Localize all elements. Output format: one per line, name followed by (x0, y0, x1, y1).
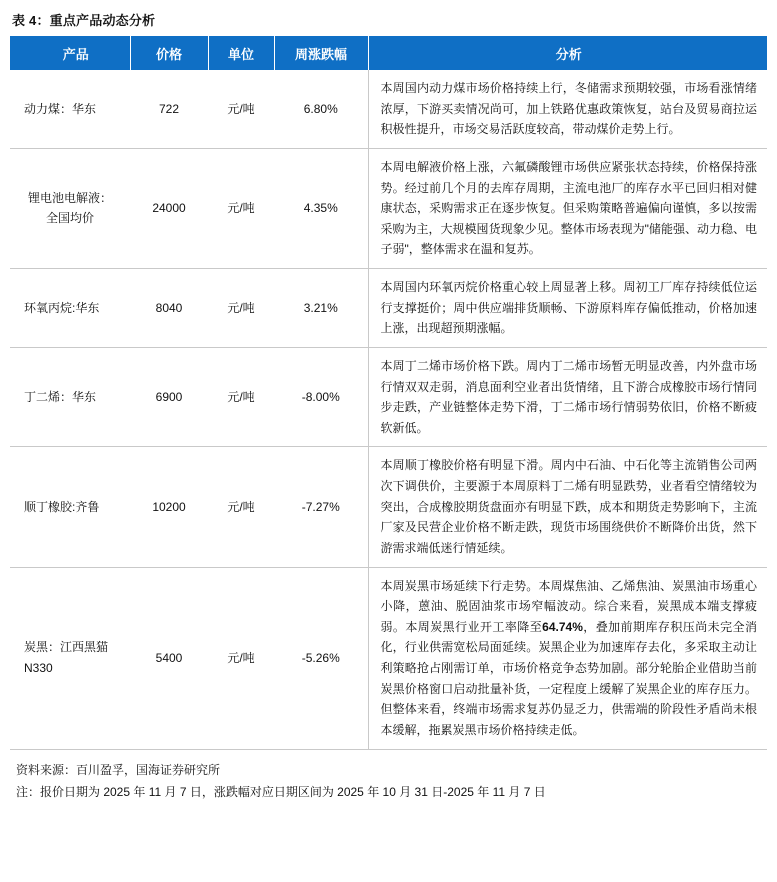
analysis-text: ，叠加前期库存积压尚未完全消化，行业供需宽松局面延续。炭黑企业为加速库存去化，多采取主动让利策略抢占刚需订单，市场价格竞争态势加剧。部分轮胎企业借助当前炭黑价格窗口启动批量补货，一定程度上缓解了炭黑企业的库存压力。但整体来看，终端市场需求复苏仍显乏力，供需端的阶段性矛盾尚未根本缓解，拖累炭黑市场价格持续走低。 (380, 619, 757, 737)
table-row (10, 347, 767, 447)
cell-product-line1: 炭黑：江西黑猫 (24, 640, 109, 655)
cell-unit: 元/吨 (208, 148, 274, 268)
table-row (10, 148, 767, 268)
table-body (10, 70, 767, 749)
cell-analysis: 本周丁二烯市场价格下跌。周内丁二烯市场暂无明显改善，内外盘市场行情双双走弱，消息面利空业者出货情绪，且下游合成橡胶市场行情同步走跌，产业链整体走势下滑，丁二烯市场行情弱势依旧，价格不断疲软新低。 (368, 347, 767, 447)
cell-analysis: 本周顺丁橡胶价格有明显下滑。周内中石油、中石化等主流销售公司两次下调供价，主要源于本周原料丁二烯有明显跌势，业者看空情绪较为突出，合成橡胶期货盘面亦有明显下跌，成本和期货走势影响下，主流厂家及民营企业价格不断走跌，现货市场围绕供价不断降价出货，然下游需求端低迷行情延续。 (368, 447, 767, 567)
column-header-price: 价格 (130, 36, 208, 70)
cell-product: 动力煤：华东 (10, 70, 130, 148)
cell-change: 6.80% (274, 70, 368, 148)
column-header-unit: 单位 (208, 36, 274, 70)
cell-change: 4.35% (274, 148, 368, 268)
table-row (10, 447, 767, 567)
cell-change: -5.26% (274, 567, 368, 749)
cell-change: -7.27% (274, 447, 368, 567)
cell-change: 3.21% (274, 269, 368, 348)
cell-product: 顺丁橡胶:齐鲁 (10, 447, 130, 567)
date-note: 注：报价日期为 2025 年 11 月 7 日，涨跌幅对应日期区间为 2025 年 10 月 31 日-2025 年 11 月 7 日 (16, 784, 546, 799)
cell-analysis: 本周电解液价格上涨，六氟磷酸锂市场供应紧张状态持续，价格保持涨势。经过前几个月的去库存周期，主流电池厂的库存水平已回归相对健康状态，采购需求正在逐步恢复。但采购策略普遍偏向谨慎，多以按需采购为主，大规模囤货现象少见。整体市场表现为"储能强、动力稳、电子弱"，整体需求在温和复苏。 (368, 148, 767, 268)
cell-price: 10200 (130, 447, 208, 567)
analysis-text: 本周炭黑市场延续下行走势。本周煤焦油、乙烯焦油、炭黑油市场重心小降，蒽油、脱固油浆市场窄幅波动。综合来看，炭黑成本端支撑疲弱。本周炭黑行业开工率降至 (380, 578, 757, 634)
table-row (10, 70, 767, 148)
analysis-highlight: 64.74% (542, 619, 583, 634)
footnotes (10, 750, 767, 803)
cell-analysis: 本周国内动力煤市场价格持续上行，冬储需求预期较强，市场看涨情绪浓厚，下游买卖情况尚可，加上铁路优惠政策恢复，站台及贸易商拉运积极性提升，市场交易活跃度较高，带动煤价走势上行。 (368, 70, 767, 148)
cell-product-line2: N330 (24, 661, 53, 675)
cell-analysis: 本周国内环氧丙烷价格重心较上周显著上移。周初工厂库存持续低位运行支撑挺价；周中供应端排货顺畅、下游原料库存偏低推动，价格加速上涨，出现超预期涨幅。 (368, 269, 767, 348)
cell-product-line1: 锂电池电解液： (27, 190, 112, 205)
source-note: 资料来源：百川盈孚，国海证券研究所 (16, 762, 221, 777)
cell-analysis (368, 567, 767, 749)
table-header-row (10, 36, 767, 70)
cell-price: 6900 (130, 347, 208, 447)
cell-price: 5400 (130, 567, 208, 749)
cell-product: 环氧丙烷:华东 (10, 269, 130, 348)
cell-unit: 元/吨 (208, 269, 274, 348)
cell-unit: 元/吨 (208, 347, 274, 447)
table-caption: 表 4：重点产品动态分析 (12, 13, 156, 28)
product-dynamics-table (10, 36, 767, 750)
cell-product-line2: 全国均价 (45, 211, 94, 226)
cell-unit: 元/吨 (208, 447, 274, 567)
cell-unit: 元/吨 (208, 567, 274, 749)
cell-price: 722 (130, 70, 208, 148)
cell-change: -8.00% (274, 347, 368, 447)
table-row (10, 269, 767, 348)
cell-unit: 元/吨 (208, 70, 274, 148)
cell-price: 24000 (130, 148, 208, 268)
column-header-change: 周涨跌幅 (274, 36, 368, 70)
table-row (10, 567, 767, 749)
table-header (10, 36, 767, 70)
cell-price: 8040 (130, 269, 208, 348)
cell-product: 丁二烯：华东 (10, 347, 130, 447)
column-header-product: 产品 (10, 36, 130, 70)
cell-product (10, 567, 130, 749)
column-header-analysis: 分析 (368, 36, 767, 70)
cell-product (10, 148, 130, 268)
